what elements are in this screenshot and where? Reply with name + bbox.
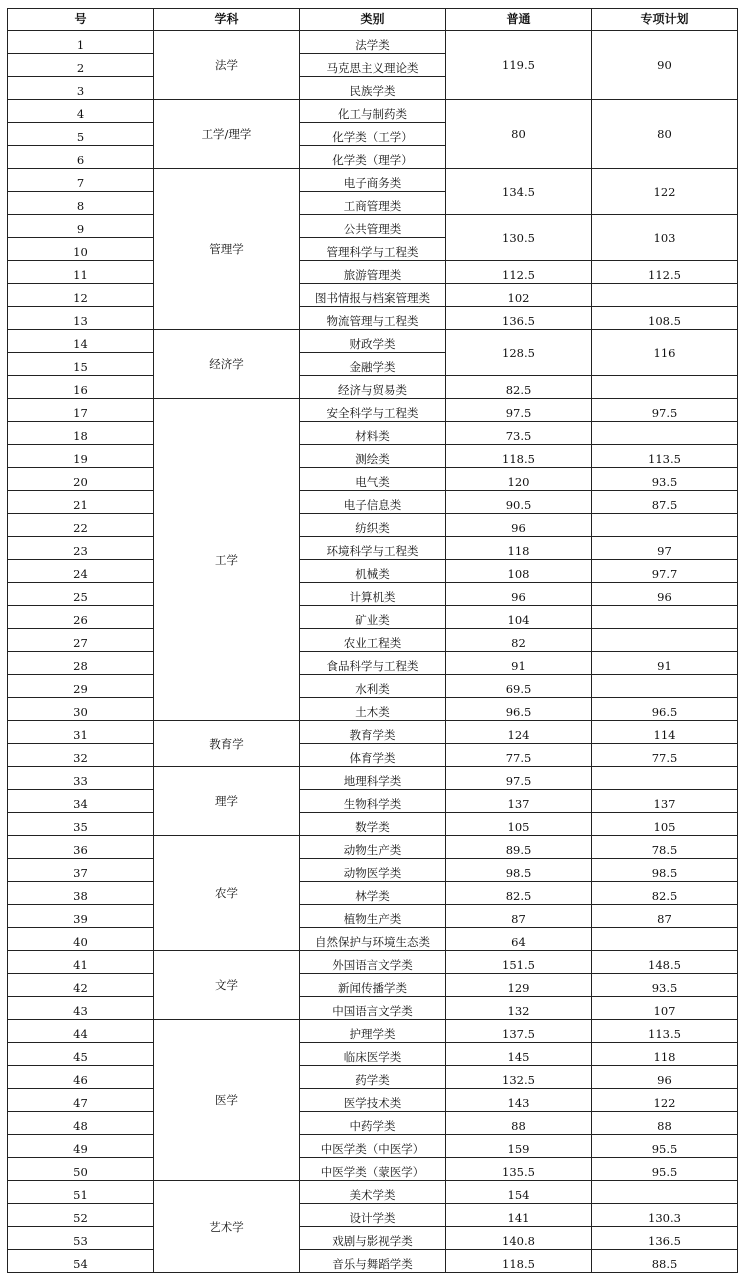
category-cell: 化学类（理学） — [300, 146, 446, 169]
table-row — [8, 445, 738, 468]
regular-score-cell: 73.5 — [446, 422, 592, 445]
header-subject: 学科 — [154, 9, 300, 31]
table-row — [8, 100, 738, 123]
regular-score-cell: 82.5 — [446, 376, 592, 399]
table-row — [8, 928, 738, 951]
table-row — [8, 974, 738, 997]
table-row — [8, 629, 738, 652]
subject-cell: 教育学 — [154, 721, 300, 767]
row-number: 16 — [8, 376, 154, 399]
special-plan-score-cell: 130.3 — [592, 1204, 738, 1227]
special-plan-score-cell: 95.5 — [592, 1135, 738, 1158]
category-cell: 材料类 — [300, 422, 446, 445]
category-cell: 图书情报与档案管理类 — [300, 284, 446, 307]
category-cell: 美术学类 — [300, 1181, 446, 1204]
subject-cell: 农学 — [154, 836, 300, 951]
row-number: 15 — [8, 353, 154, 376]
header-number: 号 — [8, 9, 154, 31]
category-cell: 食品科学与工程类 — [300, 652, 446, 675]
row-number: 19 — [8, 445, 154, 468]
regular-score-cell: 140.8 — [446, 1227, 592, 1250]
category-cell: 化工与制药类 — [300, 100, 446, 123]
regular-score-cell: 135.5 — [446, 1158, 592, 1181]
row-number: 34 — [8, 790, 154, 813]
subject-cell: 工学 — [154, 399, 300, 721]
category-cell: 计算机类 — [300, 583, 446, 606]
regular-score-cell: 120 — [446, 468, 592, 491]
table-row — [8, 261, 738, 284]
category-cell: 环境科学与工程类 — [300, 537, 446, 560]
category-cell: 公共管理类 — [300, 215, 446, 238]
row-number: 27 — [8, 629, 154, 652]
regular-score-cell: 90.5 — [446, 491, 592, 514]
row-number: 14 — [8, 330, 154, 353]
row-number: 30 — [8, 698, 154, 721]
special-plan-score-cell: 122 — [592, 1089, 738, 1112]
special-plan-score-cell: 78.5 — [592, 836, 738, 859]
special-plan-score-cell: 118 — [592, 1043, 738, 1066]
regular-score-cell: 128.5 — [446, 330, 592, 376]
score-table-container — [7, 8, 737, 1273]
regular-score-cell: 87 — [446, 905, 592, 928]
special-plan-score-cell — [592, 675, 738, 698]
regular-score-cell: 96 — [446, 583, 592, 606]
regular-score-cell: 124 — [446, 721, 592, 744]
row-number: 53 — [8, 1227, 154, 1250]
special-plan-score-cell: 112.5 — [592, 261, 738, 284]
special-plan-score-cell — [592, 422, 738, 445]
category-cell: 中医学类（中医学） — [300, 1135, 446, 1158]
regular-score-cell: 137.5 — [446, 1020, 592, 1043]
category-cell: 工商管理类 — [300, 192, 446, 215]
category-cell: 管理科学与工程类 — [300, 238, 446, 261]
special-plan-score-cell: 91 — [592, 652, 738, 675]
table-row — [8, 1089, 738, 1112]
regular-score-cell: 97.5 — [446, 399, 592, 422]
row-number: 23 — [8, 537, 154, 560]
subject-cell: 艺术学 — [154, 1181, 300, 1273]
category-cell: 水利类 — [300, 675, 446, 698]
regular-score-cell: 98.5 — [446, 859, 592, 882]
special-plan-score-cell — [592, 284, 738, 307]
regular-score-cell: 64 — [446, 928, 592, 951]
table-row — [8, 1181, 738, 1204]
regular-score-cell: 77.5 — [446, 744, 592, 767]
regular-score-cell: 154 — [446, 1181, 592, 1204]
category-cell: 动物医学类 — [300, 859, 446, 882]
regular-score-cell: 129 — [446, 974, 592, 997]
special-plan-score-cell — [592, 514, 738, 537]
category-cell: 农业工程类 — [300, 629, 446, 652]
table-row — [8, 399, 738, 422]
row-number: 5 — [8, 123, 154, 146]
special-plan-score-cell: 96.5 — [592, 698, 738, 721]
row-number: 22 — [8, 514, 154, 537]
regular-score-cell: 97.5 — [446, 767, 592, 790]
header-regular: 普通 — [446, 9, 592, 31]
row-number: 18 — [8, 422, 154, 445]
regular-score-cell: 89.5 — [446, 836, 592, 859]
category-cell: 物流管理与工程类 — [300, 307, 446, 330]
category-cell: 设计学类 — [300, 1204, 446, 1227]
special-plan-score-cell: 88.5 — [592, 1250, 738, 1273]
header-row — [8, 9, 738, 31]
special-plan-score-cell — [592, 928, 738, 951]
category-cell: 电气类 — [300, 468, 446, 491]
row-number: 13 — [8, 307, 154, 330]
table-row — [8, 491, 738, 514]
table-row — [8, 1043, 738, 1066]
special-plan-score-cell: 122 — [592, 169, 738, 215]
regular-score-cell: 132 — [446, 997, 592, 1020]
row-number: 37 — [8, 859, 154, 882]
table-row — [8, 744, 738, 767]
table-row — [8, 422, 738, 445]
row-number: 50 — [8, 1158, 154, 1181]
row-number: 42 — [8, 974, 154, 997]
special-plan-score-cell: 113.5 — [592, 445, 738, 468]
table-row — [8, 790, 738, 813]
table-row — [8, 882, 738, 905]
row-number: 41 — [8, 951, 154, 974]
table-row — [8, 1204, 738, 1227]
category-cell: 民族学类 — [300, 77, 446, 100]
row-number: 31 — [8, 721, 154, 744]
category-cell: 中国语言文学类 — [300, 997, 446, 1020]
category-cell: 电子信息类 — [300, 491, 446, 514]
table-row — [8, 652, 738, 675]
table-row — [8, 721, 738, 744]
table-row — [8, 997, 738, 1020]
row-number: 7 — [8, 169, 154, 192]
category-cell: 动物生产类 — [300, 836, 446, 859]
category-cell: 矿业类 — [300, 606, 446, 629]
category-cell: 体育学类 — [300, 744, 446, 767]
special-plan-score-cell: 107 — [592, 997, 738, 1020]
regular-score-cell: 82 — [446, 629, 592, 652]
table-row — [8, 606, 738, 629]
subject-cell: 管理学 — [154, 169, 300, 330]
regular-score-cell: 136.5 — [446, 307, 592, 330]
table-row — [8, 1158, 738, 1181]
category-cell: 数学类 — [300, 813, 446, 836]
table-row — [8, 698, 738, 721]
regular-score-cell: 119.5 — [446, 31, 592, 100]
row-number: 8 — [8, 192, 154, 215]
row-number: 25 — [8, 583, 154, 606]
regular-score-cell: 145 — [446, 1043, 592, 1066]
subject-cell: 理学 — [154, 767, 300, 836]
row-number: 43 — [8, 997, 154, 1020]
category-cell: 经济与贸易类 — [300, 376, 446, 399]
row-number: 33 — [8, 767, 154, 790]
row-number: 32 — [8, 744, 154, 767]
special-plan-score-cell: 105 — [592, 813, 738, 836]
row-number: 47 — [8, 1089, 154, 1112]
row-number: 29 — [8, 675, 154, 698]
row-number: 21 — [8, 491, 154, 514]
regular-score-cell: 159 — [446, 1135, 592, 1158]
regular-score-cell: 105 — [446, 813, 592, 836]
table-row — [8, 836, 738, 859]
regular-score-cell: 102 — [446, 284, 592, 307]
table-row — [8, 583, 738, 606]
regular-score-cell: 80 — [446, 100, 592, 169]
special-plan-score-cell: 108.5 — [592, 307, 738, 330]
special-plan-score-cell: 114 — [592, 721, 738, 744]
row-number: 17 — [8, 399, 154, 422]
category-cell: 护理学类 — [300, 1020, 446, 1043]
regular-score-cell: 141 — [446, 1204, 592, 1227]
category-cell: 化学类（工学） — [300, 123, 446, 146]
row-number: 3 — [8, 77, 154, 100]
special-plan-score-cell: 97.7 — [592, 560, 738, 583]
category-cell: 医学技术类 — [300, 1089, 446, 1112]
category-cell: 法学类 — [300, 31, 446, 54]
row-number: 9 — [8, 215, 154, 238]
header-special-plan: 专项计划 — [592, 9, 738, 31]
table-row — [8, 215, 738, 238]
regular-score-cell: 132.5 — [446, 1066, 592, 1089]
table-row — [8, 675, 738, 698]
special-plan-score-cell: 93.5 — [592, 468, 738, 491]
regular-score-cell: 91 — [446, 652, 592, 675]
category-cell: 地理科学类 — [300, 767, 446, 790]
category-cell: 中医学类（蒙医学） — [300, 1158, 446, 1181]
special-plan-score-cell: 97.5 — [592, 399, 738, 422]
table-body — [8, 31, 738, 1273]
regular-score-cell: 82.5 — [446, 882, 592, 905]
row-number: 39 — [8, 905, 154, 928]
category-cell: 新闻传播学类 — [300, 974, 446, 997]
row-number: 35 — [8, 813, 154, 836]
table-row — [8, 31, 738, 54]
special-plan-score-cell: 136.5 — [592, 1227, 738, 1250]
special-plan-score-cell — [592, 606, 738, 629]
row-number: 48 — [8, 1112, 154, 1135]
category-cell: 纺织类 — [300, 514, 446, 537]
row-number: 4 — [8, 100, 154, 123]
table-row — [8, 330, 738, 353]
regular-score-cell: 130.5 — [446, 215, 592, 261]
category-cell: 安全科学与工程类 — [300, 399, 446, 422]
regular-score-cell: 118.5 — [446, 1250, 592, 1273]
regular-score-cell: 104 — [446, 606, 592, 629]
table-row — [8, 537, 738, 560]
table-row — [8, 307, 738, 330]
special-plan-score-cell: 77.5 — [592, 744, 738, 767]
category-cell: 土木类 — [300, 698, 446, 721]
category-cell: 电子商务类 — [300, 169, 446, 192]
regular-score-cell: 88 — [446, 1112, 592, 1135]
regular-score-cell: 108 — [446, 560, 592, 583]
special-plan-score-cell: 113.5 — [592, 1020, 738, 1043]
row-number: 24 — [8, 560, 154, 583]
special-plan-score-cell: 87.5 — [592, 491, 738, 514]
table-row — [8, 951, 738, 974]
category-cell: 机械类 — [300, 560, 446, 583]
row-number: 1 — [8, 31, 154, 54]
category-cell: 财政学类 — [300, 330, 446, 353]
category-cell: 中药学类 — [300, 1112, 446, 1135]
table-row — [8, 905, 738, 928]
regular-score-cell: 69.5 — [446, 675, 592, 698]
row-number: 46 — [8, 1066, 154, 1089]
table-row — [8, 560, 738, 583]
special-plan-score-cell: 80 — [592, 100, 738, 169]
category-cell: 自然保护与环境生态类 — [300, 928, 446, 951]
category-cell: 旅游管理类 — [300, 261, 446, 284]
row-number: 20 — [8, 468, 154, 491]
row-number: 36 — [8, 836, 154, 859]
subject-cell: 医学 — [154, 1020, 300, 1181]
category-cell: 金融学类 — [300, 353, 446, 376]
row-number: 11 — [8, 261, 154, 284]
row-number: 52 — [8, 1204, 154, 1227]
row-number: 28 — [8, 652, 154, 675]
row-number: 54 — [8, 1250, 154, 1273]
special-plan-score-cell: 82.5 — [592, 882, 738, 905]
special-plan-score-cell — [592, 1181, 738, 1204]
subject-cell: 工学/理学 — [154, 100, 300, 169]
special-plan-score-cell: 93.5 — [592, 974, 738, 997]
row-number: 38 — [8, 882, 154, 905]
special-plan-score-cell: 96 — [592, 1066, 738, 1089]
category-cell: 植物生产类 — [300, 905, 446, 928]
category-cell: 音乐与舞蹈学类 — [300, 1250, 446, 1273]
table-row — [8, 169, 738, 192]
special-plan-score-cell: 97 — [592, 537, 738, 560]
row-number: 12 — [8, 284, 154, 307]
category-cell: 测绘类 — [300, 445, 446, 468]
regular-score-cell: 112.5 — [446, 261, 592, 284]
table-row — [8, 813, 738, 836]
table-row — [8, 1250, 738, 1273]
special-plan-score-cell — [592, 629, 738, 652]
row-number: 2 — [8, 54, 154, 77]
row-number: 51 — [8, 1181, 154, 1204]
special-plan-score-cell: 116 — [592, 330, 738, 376]
special-plan-score-cell: 137 — [592, 790, 738, 813]
table-row — [8, 1112, 738, 1135]
subject-cell: 文学 — [154, 951, 300, 1020]
regular-score-cell: 143 — [446, 1089, 592, 1112]
special-plan-score-cell: 148.5 — [592, 951, 738, 974]
regular-score-cell: 96.5 — [446, 698, 592, 721]
category-cell: 外国语言文学类 — [300, 951, 446, 974]
regular-score-cell: 96 — [446, 514, 592, 537]
row-number: 6 — [8, 146, 154, 169]
table-row — [8, 468, 738, 491]
table-row — [8, 376, 738, 399]
table-row — [8, 1227, 738, 1250]
row-number: 44 — [8, 1020, 154, 1043]
regular-score-cell: 137 — [446, 790, 592, 813]
special-plan-score-cell: 103 — [592, 215, 738, 261]
category-cell: 林学类 — [300, 882, 446, 905]
special-plan-score-cell: 96 — [592, 583, 738, 606]
regular-score-cell: 118 — [446, 537, 592, 560]
table-row — [8, 859, 738, 882]
regular-score-cell: 118.5 — [446, 445, 592, 468]
special-plan-score-cell: 88 — [592, 1112, 738, 1135]
category-cell: 马克思主义理论类 — [300, 54, 446, 77]
row-number: 40 — [8, 928, 154, 951]
special-plan-score-cell: 87 — [592, 905, 738, 928]
table-row — [8, 767, 738, 790]
subject-cell: 法学 — [154, 31, 300, 100]
category-cell: 教育学类 — [300, 721, 446, 744]
row-number: 49 — [8, 1135, 154, 1158]
row-number: 10 — [8, 238, 154, 261]
regular-score-cell: 134.5 — [446, 169, 592, 215]
category-cell: 戏剧与影视学类 — [300, 1227, 446, 1250]
table-row — [8, 1066, 738, 1089]
table-row — [8, 1135, 738, 1158]
category-cell: 临床医学类 — [300, 1043, 446, 1066]
table-row — [8, 514, 738, 537]
category-cell: 生物科学类 — [300, 790, 446, 813]
special-plan-score-cell: 98.5 — [592, 859, 738, 882]
row-number: 45 — [8, 1043, 154, 1066]
special-plan-score-cell — [592, 376, 738, 399]
score-table — [7, 8, 738, 1273]
regular-score-cell: 151.5 — [446, 951, 592, 974]
special-plan-score-cell — [592, 767, 738, 790]
table-row — [8, 284, 738, 307]
subject-cell: 经济学 — [154, 330, 300, 399]
row-number: 26 — [8, 606, 154, 629]
special-plan-score-cell: 90 — [592, 31, 738, 100]
table-row — [8, 1020, 738, 1043]
category-cell: 药学类 — [300, 1066, 446, 1089]
header-category: 类别 — [300, 9, 446, 31]
special-plan-score-cell: 95.5 — [592, 1158, 738, 1181]
